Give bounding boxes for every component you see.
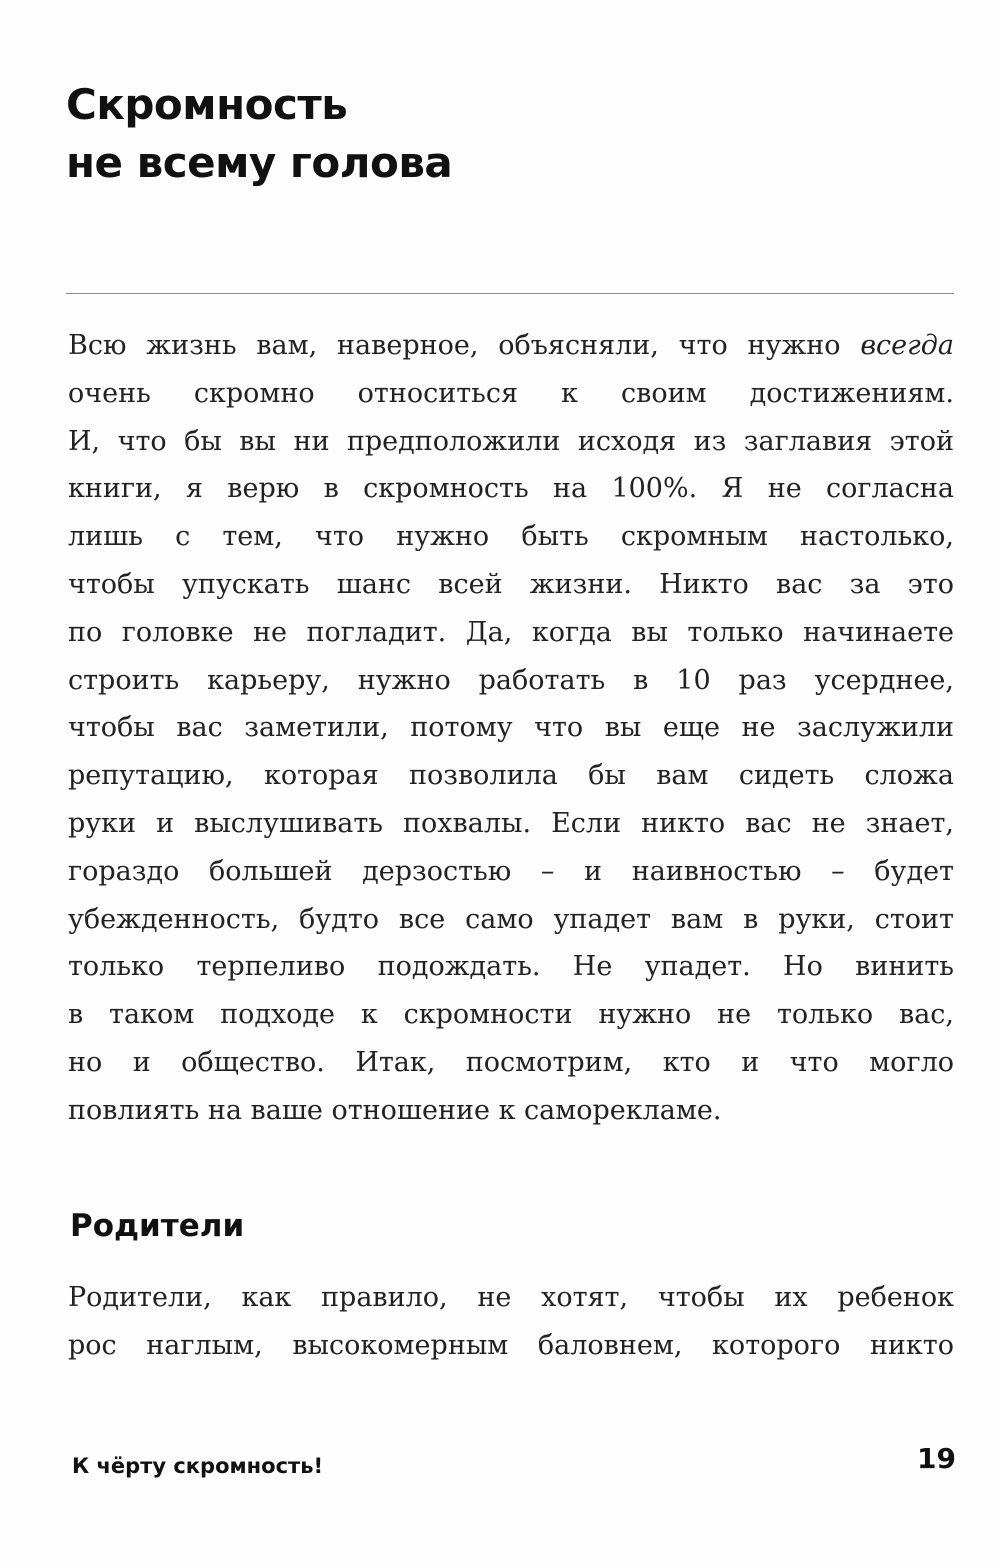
paragraph-line: только терпеливо подождать. Не упадет. Но винить: [68, 951, 954, 983]
section-heading: Родители: [70, 1208, 245, 1244]
chapter-title-line-1: Скромность: [66, 80, 348, 129]
paragraph-line: книги, я верю в скромность на 100%. Я не согласна: [68, 473, 954, 505]
paragraph-line: строить карьеру, нужно работать в 10 раз усерднее,: [68, 664, 954, 696]
paragraph-line: рос наглым, высокомерным баловнем, которого никто: [68, 1329, 954, 1361]
page-number: 19: [917, 1442, 956, 1475]
paragraph-line: по головке не погладит. Да, когда вы только начинаете: [68, 616, 954, 648]
chapter-title: [66, 76, 452, 192]
chapter-title-line-2: не всему голова: [66, 138, 453, 187]
paragraph-line: очень скромно относиться к своим достижениям.: [68, 377, 954, 409]
section-paragraph: [68, 1274, 954, 1370]
paragraph-line: но и общество. Итак, посмотрим, кто и что могло: [68, 1046, 954, 1078]
paragraph-line: И, что бы вы ни предположили исходя из заглавия этой: [68, 425, 954, 457]
title-divider: [66, 293, 954, 294]
paragraph-line: чтобы вас заметили, потому что вы еще не заслужили: [68, 712, 954, 744]
paragraph-line-text: Всю жизнь вам, наверное, объясняли, что нужно: [68, 330, 841, 361]
intro-paragraph: [68, 322, 954, 1135]
paragraph-line: в таком подходе к скромности нужно не только вас,: [68, 999, 954, 1031]
emphasis-word: всегда: [860, 330, 954, 361]
paragraph-line: руки и выслушивать похвалы. Если никто вас не знает,: [68, 807, 954, 839]
paragraph-line: Родители, как правило, не хотят, чтобы их ребенок: [68, 1282, 954, 1313]
paragraph-line: повлиять на ваше отношение к саморекламе.: [68, 1094, 722, 1126]
running-footer-title: К чёрту скромность!: [72, 1454, 324, 1478]
paragraph-line: чтобы упускать шанс всей жизни. Никто вас за это: [68, 568, 954, 600]
paragraph-line: убежденность, будто все само упадет вам в руки, стоит: [68, 903, 954, 935]
paragraph-line: [68, 322, 954, 370]
paragraph-line: лишь с тем, что нужно быть скромным настолько,: [68, 521, 954, 553]
paragraph-line: гораздо большей дерзостью – и наивностью – будет: [68, 855, 954, 887]
paragraph-line: репутацию, которая позволила бы вам сидеть сложа: [68, 760, 954, 792]
